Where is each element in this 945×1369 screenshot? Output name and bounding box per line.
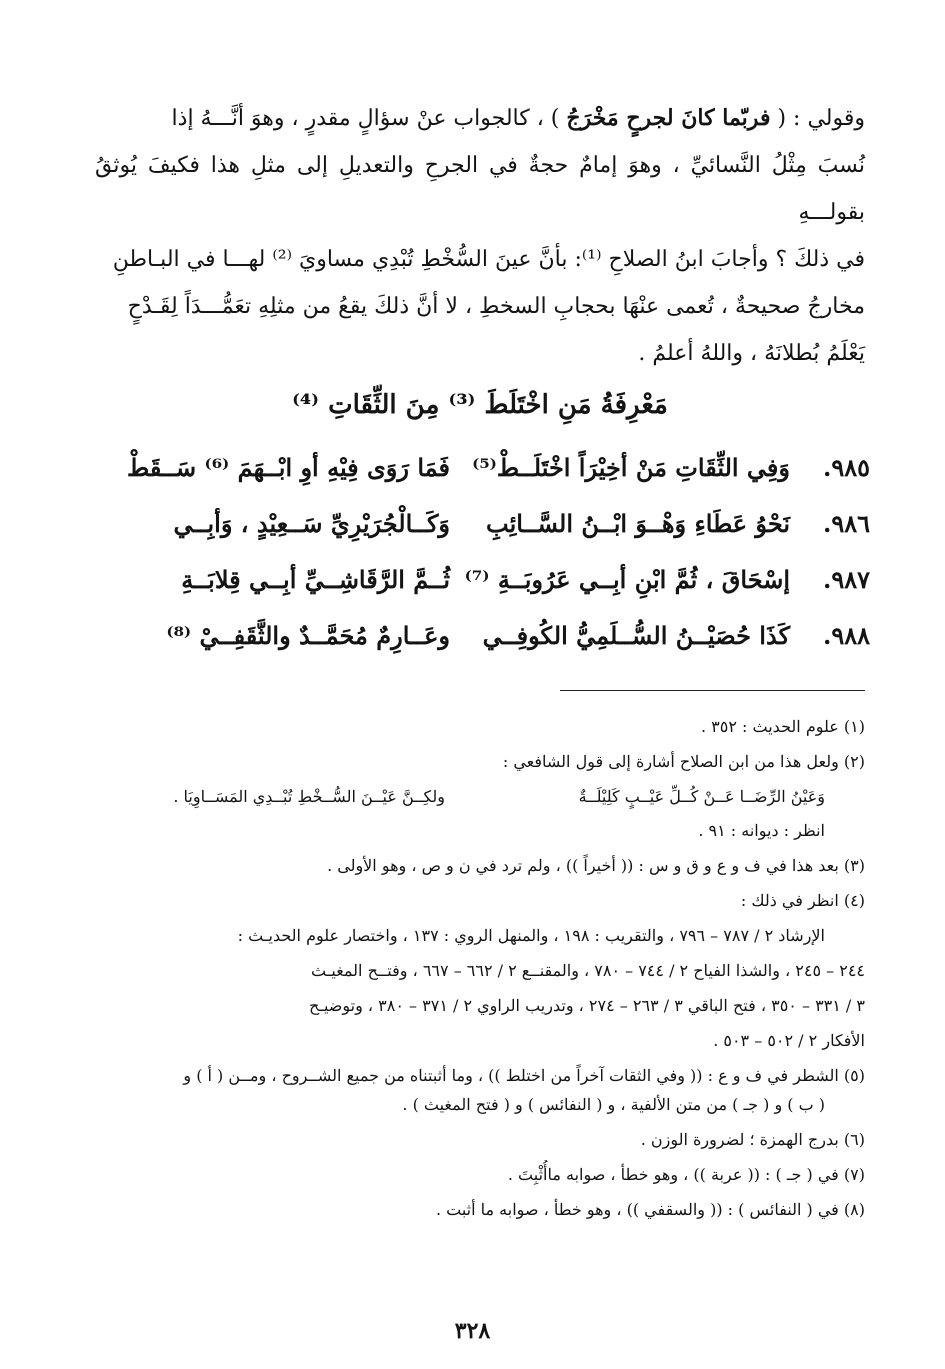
verse-987 — [90, 559, 870, 615]
poem-first-hemistich: وَعَيْنُ الرِّضَــا عَــنْ كُــلِّ عَيْــبٍ كَلِيْلَــةٌ — [578, 787, 825, 806]
prose-line: في ذلكَ ؟ وأجابَ ابنُ الصلاحِ ⁽¹⁾: بأنَّ عينَ السُّخْطِ تُبْدِي مساويَ ⁽²⁾ لهـــا في البـاطنِ — [112, 247, 865, 272]
verse-number: ٩٨٧. — [822, 565, 870, 594]
footnote-5-cont: ( ب ) و ( جـ ) من متن الألفية ، و ( النفائس ) و ( فتح المغيث ) . — [402, 1095, 825, 1114]
footnote-4-ref: الأفكار ٢ / ٥٠٢ – ٥٠٣ . — [713, 1031, 865, 1050]
verse-first-hemistich: كَذَا حُصَيْــنُ السُّــلَمِيُّ الكُوفِــي — [482, 621, 790, 650]
verse-986 — [90, 503, 870, 559]
poem-second-hemistich: ولكِــنَّ عَيْــنَ السُّــخْطِ تُبْــدِي المَسَــاوِيَا . — [173, 787, 445, 806]
footnote-2: (٢) ولعل هذا من ابن الصلاح أشارة إلى قول الشافعي : — [502, 752, 865, 771]
verse-number: ٩٨٦. — [822, 509, 870, 538]
footnote-2-poem — [85, 776, 865, 816]
page-number: ٣٢٨ — [454, 1318, 491, 1344]
verse-second-hemistich: وعَــارِمٌ مُحَمَّــدٌ والثَّقَفِــيْ ⁽⁸⁾ — [166, 621, 450, 650]
quoted-verse: فربّما كانَ لجرحٍ مَخْرَجُ — [566, 105, 771, 131]
verse-988 — [90, 615, 870, 671]
footnote-3: (٣) بعد هذا في ف و ع و ق و س : (( أخيراً )) ، ولم ترد في ن و ص ، وهو الأولى . — [327, 856, 865, 875]
footnote-divider — [560, 690, 865, 691]
footnotes — [85, 712, 865, 1224]
footnote-4-ref: الإرشاد ٢ / ٧٨٧ – ٧٩٦ ، والتقريب : ١٩٨ ، والمنهل الروي : ١٣٧ ، واختصار علوم الحديـث : — [237, 926, 825, 945]
verse-985 — [90, 447, 870, 503]
verse-second-hemistich: ثُــمَّ الرَّقَاشِــيِّ أبِــي قِلابَــةِ — [181, 565, 450, 594]
verse-number: ٩٨٥. — [822, 453, 870, 482]
footnote-4: (٤) انظر في ذلك : — [740, 891, 865, 910]
verse-first-hemistich: نَحْوُ عَطَاءِ وَهْــوَ ابْــنُ السَّــائِبِ — [486, 509, 790, 538]
verse-second-hemistich: وَكَــالْجُرَيْرِيِّ سَــعِيْدٍ ، وَأبِــي — [173, 509, 450, 538]
footnote-8: (٨) في ( النفائس ) : (( والسقفي )) ، وهو خطأ ، صوابه ما أثبت . — [435, 1200, 865, 1219]
verse-first-hemistich: إسْحَاقَ ، ثُمَّ ابْنِ أبِــي عَرُوبَــةِ ⁽⁷⁾ — [464, 565, 790, 594]
prose-line: نُسبَ مِثْلُ النَّسائيِّ ، وهوَ إمامٌ حجةٌ في الجرحِ والتعديلِ إلى مثلِ هذا فكيفَ يُوثقُ بقولـــهِ — [95, 153, 865, 225]
footnote-2-source: انظر : ديوانه : ٩١ . — [698, 821, 825, 840]
footnote-7: (٧) في ( جـ ) : (( عربة )) ، وهو خطأ ، صوابه ماأُثْبِتَ . — [507, 1165, 865, 1184]
footnote-6: (٦) بدرج الهمزة ؛ لضرورة الوزن . — [640, 1130, 865, 1149]
section-heading: مَعْرِفَةُ مَنِ اخْتَلَطَ ⁽³⁾ مِنَ الثِّقَاتِ ⁽⁴⁾ — [292, 390, 668, 420]
verse-number: ٩٨٨. — [822, 621, 870, 650]
commentary-text — [95, 95, 865, 377]
prose-line: مخارجُ صحيحةٌ ، تُعمى عنْهَا بحجابِ السخطِ ، لا أنَّ ذلكَ يقعُ من مثلِهِ تعَمُّـــدَاً لِقَـدْحٍ — [127, 294, 865, 319]
footnote-1: (١) علوم الحديث : ٣٥٢ . — [701, 717, 865, 736]
verse-first-hemistich: وَفِي الثِّقَاتِ مَنْ أخِيْرَاً اخْتَلَــطْ⁽⁵⁾ — [472, 453, 790, 482]
footnote-5: (٥) الشطر في ف و ع : (( وفي الثقات آخراً من اختلط )) ، وما أثبتناه من جميع الشــروح ، ومــن ( أ ) و — [183, 1066, 865, 1085]
verse-second-hemistich: فَمَا رَوَى فِيْهِ أوِ ابْــهَمَ ⁽⁶⁾ سَــقَطْ — [127, 453, 450, 482]
prose-line: وقولي : ( فربّما كانَ لجرحٍ مَخْرَجُ ) ، كالجواب عنْ سؤالٍ مقدرٍ ، وهوَ أنَّـــهُ إذا — [171, 105, 865, 131]
verse-list — [90, 447, 870, 671]
footnote-4-ref: ٢٤٤ – ٢٤٥ ، والشذا الفياح ٢ / ٧٤٤ – ٧٨٠ ، والمقنــع ٢ / ٦٦٢ – ٦٦٧ ، وفتــح المغيـث — [310, 961, 865, 980]
footnote-4-ref: ٣ / ٣٣١ – ٣٥٠ ، فتح الباقي ٣ / ٢٦٣ – ٢٧٤ ، وتدريب الراوي ٢ / ٣٧١ – ٣٨٠ ، وتوضيـح — [308, 996, 865, 1015]
prose-line: يَعْلَمُ بُطلانَهُ ، واللهُ أعلمُ . — [638, 341, 865, 366]
